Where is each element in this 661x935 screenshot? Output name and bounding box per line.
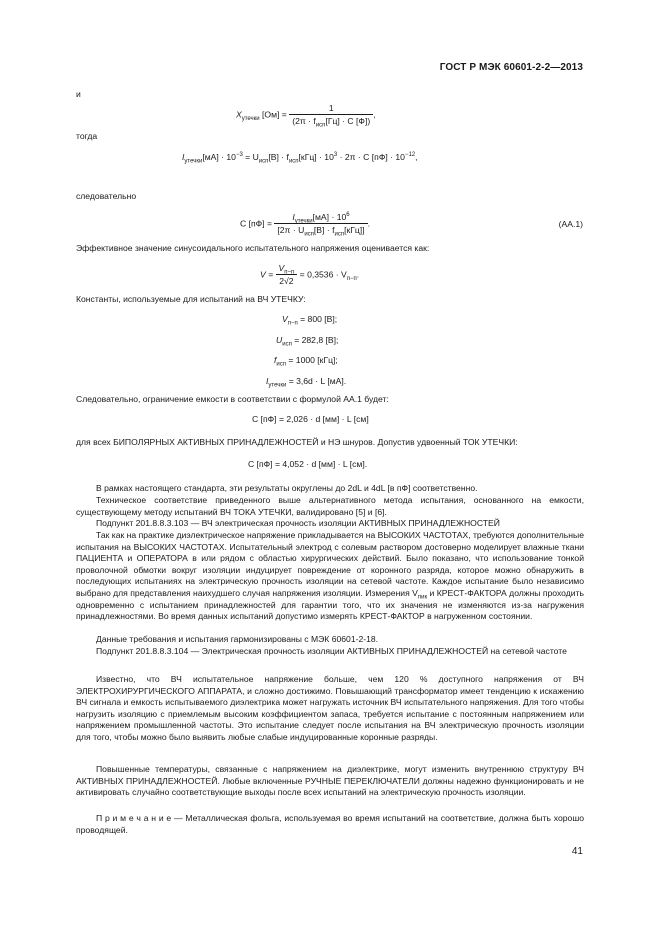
eq-c-den-sub: исп: [304, 231, 314, 238]
note-label: П р и м е ч а н и е: [96, 813, 172, 823]
eq-v-rhs: = 0,3536 · V: [297, 269, 347, 280]
eq-c-numerator: [274, 211, 367, 224]
eq-x-den-a: (2π · f: [292, 116, 316, 126]
p4-text: Так как на практике диэлектрическое напряжение прикладывается на ВЫСОКИХ ЧАСТОТАХ, требуются дополнительные испытания на ВЫСОКИХ ЧАСТОТАХ. Испытательный электрод с солевым раствором достоверно моделирует влажные ткани ПАЦИЕНТА и ОПЕРАТОРА в или рядом с областью хирургических действий. Было показано, что использование тонкой проволочной обмотки вокруг изоляции индуцирует повреждение от коронного разряда, которое можно обнаружить в последующих испытаниях на электрическую прочность изоляции на сетевой частоте. Каждое испытание было независимо выбрано для представления наихудшего случая напряжения изоляции. Измерения V: [76, 530, 584, 598]
word-therefore: следовательно: [76, 191, 137, 201]
eq-i-symbol: I: [182, 152, 185, 162]
const-u-sub: исп: [282, 341, 292, 348]
eq-c-num-rest: [мА] · 10: [312, 212, 347, 222]
eq-i-comma: ,: [415, 152, 418, 162]
note: [76, 813, 584, 836]
eq-x-sub: утечки: [241, 115, 260, 122]
const-f-sub: исп: [276, 361, 286, 368]
eq-x-fraction: [289, 102, 376, 129]
text-rms: Эффективное значение синусоидального испытательного напряжения оценивается как:: [76, 243, 430, 253]
subclause-103: Подпункт 201.8.8.3.103 — ВЧ электрическая прочность изоляции АКТИВНЫХ ПРИНАДЛЕЖНОСТЕЙ: [96, 518, 500, 528]
p4-rest: и КРЕСТ-ФАКТОРА должны проходить одновременно с испытанием принадлежностей для гарантии того, что их значения не изменяются из-за нагружения принадлежностями. Во время данных испытаний допустимо измерять КРЕСТ-ФАКТОР в нагруженном состоянии.: [76, 587, 585, 622]
eq-x-denominator: [289, 115, 373, 128]
standard-header: ГОСТ Р МЭК 60601-2-2—2013: [439, 62, 583, 73]
eq-v-num: V: [278, 263, 285, 273]
equation-number: (АА.1): [558, 219, 583, 229]
eq-v-lhs: V =: [260, 269, 274, 280]
eq-i-d: [кГц] · 10: [298, 152, 334, 162]
eq-v-denominator: 2√2: [279, 276, 294, 286]
note-text: — Металлическая фольга, используемая во время испытаний на соответствие, должна быть хорошо проводящей.: [76, 813, 584, 835]
paragraph-hf-voltage: Известно, что ВЧ испытательное напряжение больше, чем 120 % доступного напряжения от ВЧ ЭЛЕКТРОХИРУРГИЧЕСКОГО АППАРАТА, и сложно достижимо. Повышающий трансформатор имеет тенденцию к искажению ВЧ сигнала и емкость испытываемого диэлектрика может нагружать источник ВЧ испытательного напряжения. Для того чтобы нагрузить изоляцию с приемлемым высоким коэффициентом запаса, требуется испытание с постоянным напряжением или напряжением промышленной частоты. Это испытание следует после испытания на ВЧ электрическую прочность изоляции для того, чтобы можно было выявить любые слабые индуцированные коронные разряды.: [76, 674, 584, 742]
equation-v: [260, 262, 359, 288]
const-i-val: = 3,6d · L [мА].: [286, 376, 347, 386]
equation-x-leak: [236, 102, 376, 128]
const-f-sym: f: [274, 355, 277, 365]
eq-x-end: ,: [373, 109, 376, 120]
constant-u: [276, 335, 338, 347]
eq-c-num-i: I: [292, 212, 295, 222]
eq-i-pow3: −12: [404, 152, 416, 159]
text-bipolar: для всех БИПОЛЯРНЫХ АКТИВНЫХ ПРИНАДЛЕЖНОСТЕЙ и НЭ шнуров. Допустив удвоенный ТОК УТЕЧКИ:: [76, 437, 518, 447]
eq-i-c: [В] · f: [268, 152, 289, 162]
eq-x-numerator: 1: [289, 102, 373, 115]
eq-v-end: .: [356, 269, 360, 280]
text-constants: Константы, используемые для испытаний на ВЧ УТЕЧКУ:: [76, 294, 306, 304]
eq-i-a: [мА] · 10: [202, 152, 236, 162]
eq-c-den-a: [2π · U: [277, 225, 305, 235]
eq-x-unit: [Ом] =: [262, 109, 287, 120]
eq-i-e: · 2π · C [пФ] · 10: [337, 152, 405, 162]
page-number: 41: [571, 846, 583, 857]
const-u-sym: U: [276, 335, 283, 345]
paragraph-temperature: Повышенные температуры, связанные с напряжением на диэлектрике, могут изменить внутреннюю структуру ВЧ АКТИВНЫХ ПРИНАДЛЕЖНОСТЕЙ. Любые включенные РУЧНЫЕ ПЕРЕКЛЮЧАТЕЛИ должны надежно функционировать и не активировать случайно соответствующие выходы после всех испытаний на электрическую прочность изоляции.: [76, 764, 584, 798]
eq-c-end: .: [367, 218, 370, 229]
word-and: и: [76, 89, 81, 99]
eq-v-rhs-sub: п−п: [346, 275, 357, 282]
eq-i-usub: исп: [258, 158, 269, 165]
eq-x-symbol: X: [236, 109, 242, 120]
eq-c-den-b: [В] · f: [313, 225, 335, 235]
eq-c-num-pow: 6: [346, 212, 350, 219]
const-v-sym: V: [282, 314, 288, 324]
eq-c-den-sub2: исп: [334, 231, 345, 238]
subclause-104: Подпункт 201.8.8.3.104 — Электрическая прочность изоляции АКТИВНЫХ ПРИНАДЛЕЖНОСТЕЙ на сетевой частоте: [96, 646, 567, 656]
paragraph-rounding: В рамках настоящего стандарта, эти результаты округлены до 2dL и 4dL [в пФ] соответственно.: [96, 483, 478, 493]
text-limit: Следовательно, ограничение емкости в соответствии с формулой АА.1 будет:: [76, 394, 389, 404]
eq-x-den-b: [Гц] · C [Ф]): [325, 116, 371, 126]
equation-i-leak: [182, 152, 418, 164]
constant-f: [274, 355, 338, 367]
const-f-val: = 1000 [кГц];: [286, 355, 338, 365]
eq-c-den-c: [кГц]]: [344, 225, 365, 235]
eq-i-pow2: 3: [333, 152, 338, 159]
constant-i: [266, 376, 346, 388]
eq-c-denominator: [274, 224, 367, 237]
constant-v: [282, 314, 337, 326]
eq-i-fsub: исп: [288, 158, 299, 165]
eq-x-den-sub: исп: [315, 122, 326, 129]
paragraph-harmonized: Данные требования и испытания гармонизированы с МЭК 60601-2-18.: [96, 634, 379, 644]
eq-v-numerator: [276, 262, 298, 275]
p4-sub: пик: [417, 594, 428, 601]
eq-c-fraction: [274, 211, 367, 237]
eq-i-sub: утечки: [184, 158, 203, 165]
eq-v-num-sub: п−п: [284, 269, 295, 276]
paragraph-hf-tests: [76, 530, 584, 623]
const-u-val: = 282,8 [В];: [291, 335, 339, 345]
eq-c-num-sub: утечки: [294, 218, 313, 225]
equation-limit-1: C [пФ] = 2,026 · d [мм] · L [см]: [252, 414, 369, 424]
equation-aa1: [240, 211, 370, 237]
const-v-sub: п−п: [287, 320, 298, 327]
eq-i-pow1: −3: [235, 152, 243, 159]
paragraph-validation: Техническое соответствие приведенного выше альтернативного метода испытания, основанного на емкости, существующему методу испытаний ВЧ ТОКА УТЕЧКИ, валидировано [5] и [6].: [76, 495, 584, 517]
word-then: тогда: [76, 131, 98, 141]
eq-c-lhs: C [пФ] =: [240, 218, 272, 229]
eq-i-b: = U: [242, 152, 259, 162]
const-i-sub: утечки: [268, 382, 287, 389]
const-v-val: = 800 [В];: [297, 314, 338, 324]
equation-limit-2: C [пФ] = 4,052 · d [мм] · L [см].: [248, 459, 368, 469]
eq-v-fraction: [276, 262, 298, 288]
const-i-sym: I: [266, 376, 269, 386]
